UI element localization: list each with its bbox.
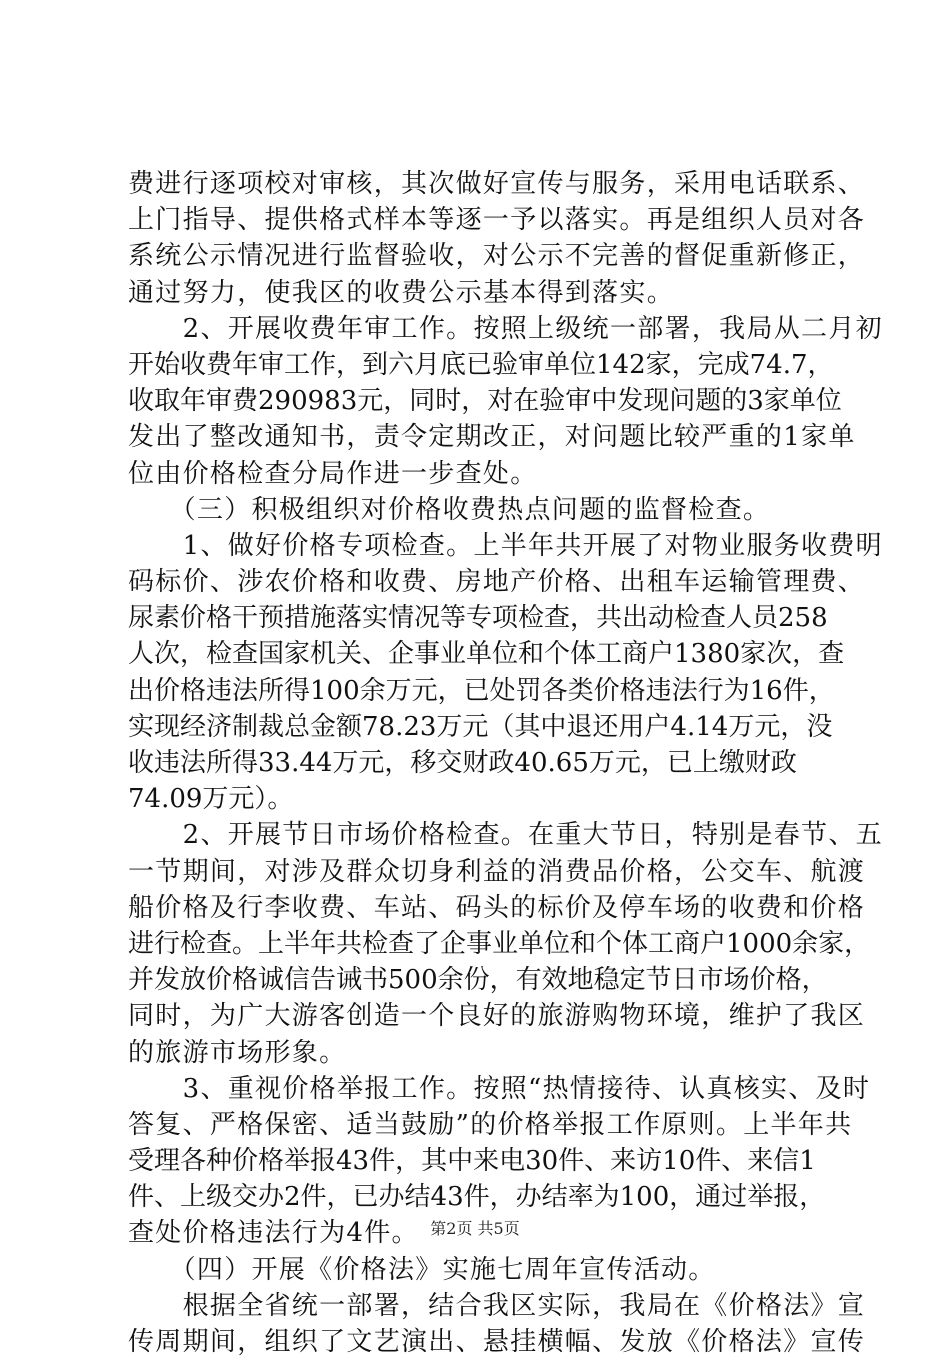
text-line: 出价格违法所得100余万元，已处罚各类价格违法行为16件， — [128, 675, 835, 706]
section-heading: （四）开展《价格法》实施七周年宣传活动。 — [128, 1254, 716, 1285]
text-line: 2、开展收费年审工作。按照上级统一部署，我局从二月初 — [128, 313, 883, 344]
text-line: 码标价、涉农价格和收费、房地产价格、出租车运输管理费、 — [128, 567, 866, 598]
text-line: 费进行逐项校对审核，其次做好宣传与服务，采用电话联系、 — [128, 169, 866, 199]
text-line: 根据全省统一部署，结合我区实际，我局在《价格法》宣 — [128, 1290, 866, 1321]
text-line: 船价格及行李收费、车站、码头的标价及停车场的收费和价格 — [128, 892, 866, 923]
text-line: 答复、严格保密、适当鼓励”的价格举报工作原则。上半年共 — [128, 1109, 853, 1140]
text-line: 的旅游市场形象。 — [128, 1037, 347, 1068]
text-line: 受理各种价格举报43件，其中来电30件、来访10件、来信1 — [128, 1146, 816, 1177]
text-line: 传周期间，组织了文艺演出、悬挂横幅、发放《价格法》宣传 — [128, 1327, 866, 1357]
text-line: 实现经济制裁总金额78.23万元（其中退还用户4.14万元，没 — [128, 711, 833, 742]
text-line: 收违法所得33.44万元，移交财政40.65万元，已上缴财政 — [128, 748, 797, 778]
text-line: 尿素价格干预措施落实情况等专项检查，共出动检查人员258 — [128, 603, 828, 634]
text-line: 一节期间，对涉及群众切身利益的消费品价格，公交车、航渡 — [128, 856, 866, 887]
text-line: 进行检查。上半年共检查了企事业单位和个体工商户1000余家， — [128, 928, 871, 959]
text-line: 2、开展节日市场价格检查。在重大节日，特别是春节、五 — [128, 820, 883, 851]
text-line: 74.09万元）。 — [128, 784, 294, 815]
text-line: 发出了整改通知书，责令定期改正，对问题比较严重的1家单 — [128, 422, 856, 453]
text-line: 1、做好价格专项检查。上半年共开展了对物业服务收费明 — [128, 530, 883, 561]
text-line: 同时，为广大游客创造一个良好的旅游购物环境，维护了我区 — [128, 1001, 866, 1032]
text-line: 位由价格检查分局作进一步查处。 — [128, 458, 538, 489]
section-heading: （三）积极组织对价格收费热点问题的监督检查。 — [128, 494, 771, 525]
text-line: 并发放价格诚信告诫书500余份，有效地稳定节日市场价格， — [128, 965, 828, 996]
text-line: 查处价格违法行为4件。 — [128, 1218, 419, 1249]
text-line: 开始收费年审工作，到六月底已验审单位142家，完成74.7， — [128, 349, 834, 380]
page-number-footer: 第2页 共5页 — [430, 1219, 520, 1238]
text-line: 件、上级交办2件，已办结43件，办结率为100，通过举报， — [128, 1182, 826, 1213]
text-line: 人次，检查国家机关、企事业单位和个体工商户1380家次，查 — [128, 639, 845, 670]
text-line: 上门指导、提供格式样本等逐一予以落实。再是组织人员对各 — [128, 205, 866, 236]
text-line: 系统公示情况进行监督验收，对公示不完善的督促重新修正， — [128, 241, 866, 272]
document-body — [128, 166, 883, 1360]
text-line: 3、重视价格举报工作。按照“热情接待、认真核实、及时 — [128, 1073, 871, 1104]
text-line: 通过努力，使我区的收费公示基本得到落实。 — [128, 277, 675, 308]
text-line: 收取年审费290983元，同时，对在验审中发现问题的3家单位 — [128, 386, 842, 417]
